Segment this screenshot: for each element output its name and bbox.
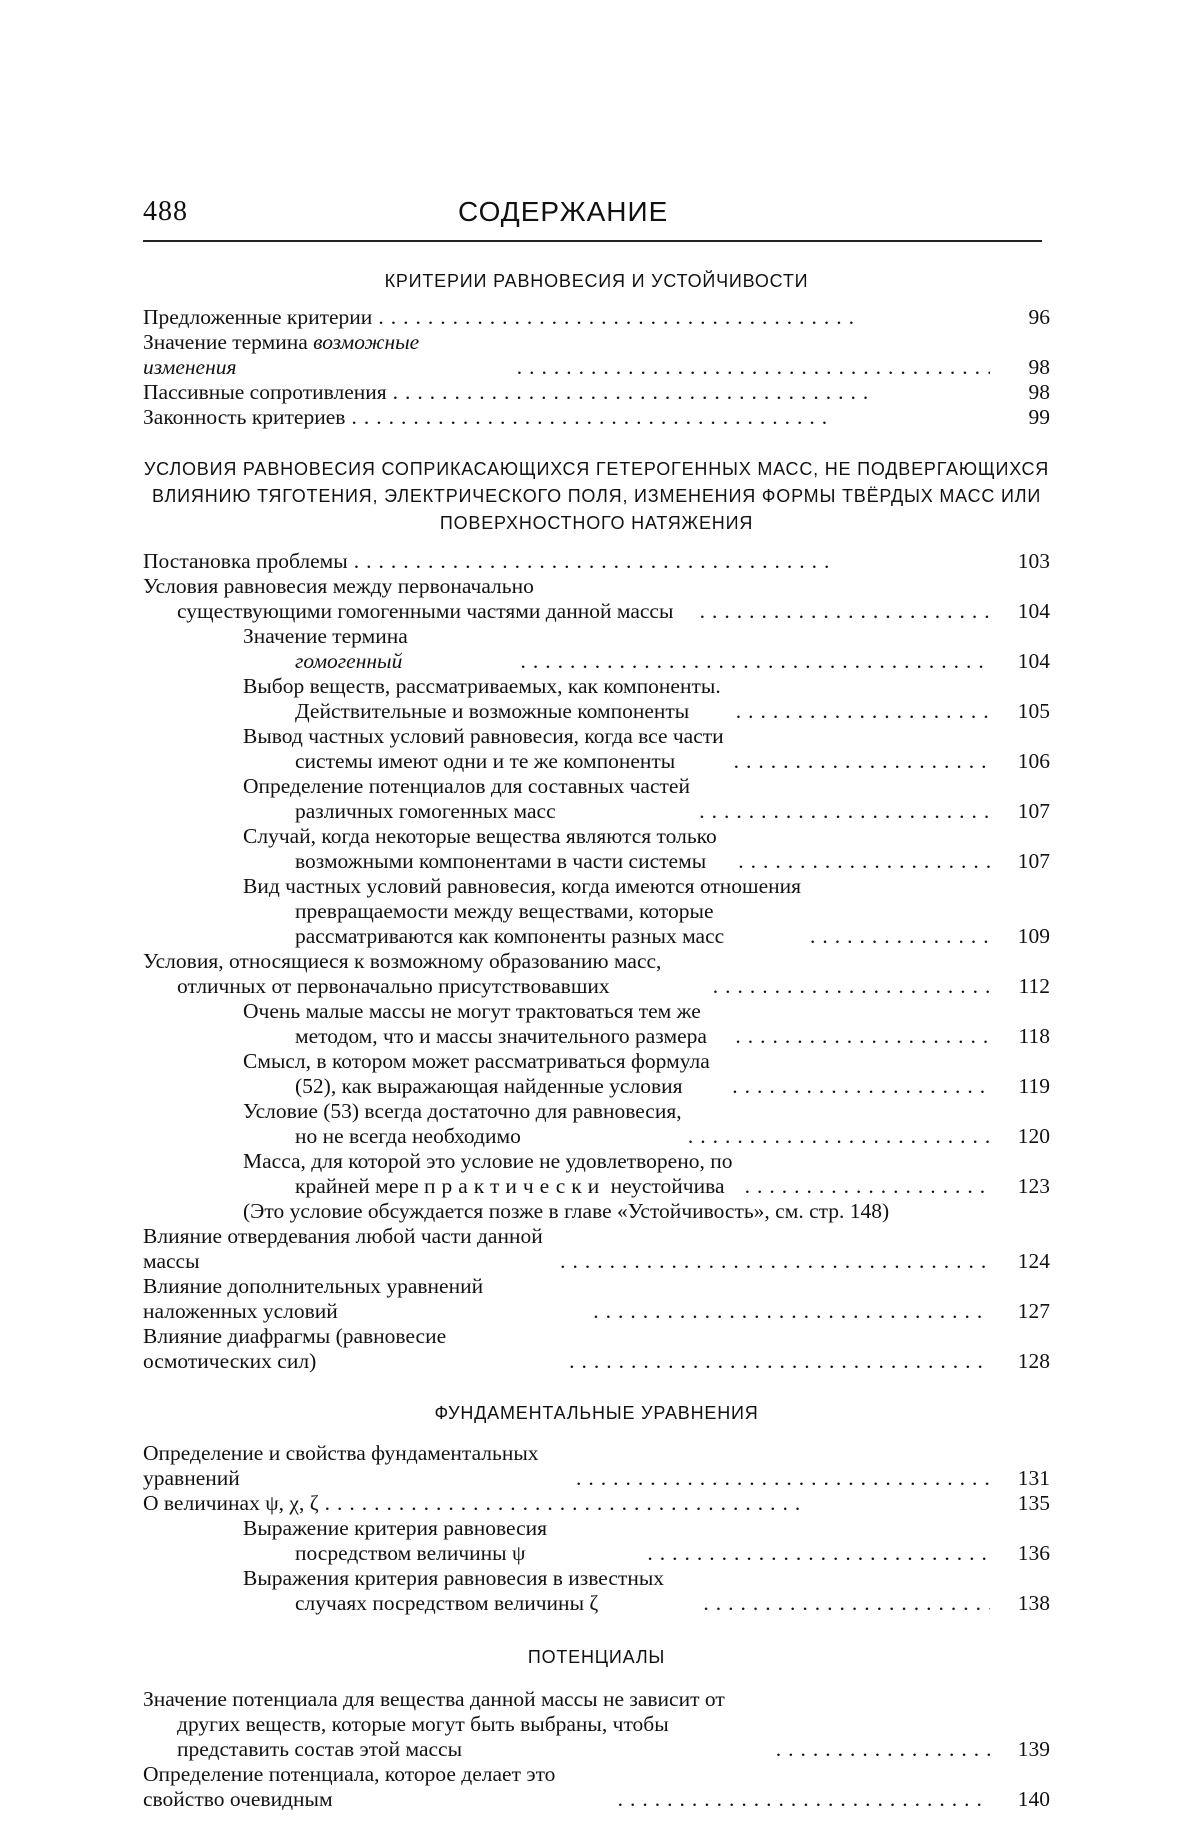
toc-subentry[interactable]: Случай, когда некоторые вещества являются только возможными компонентами в части системы .................... 107 xyxy=(143,824,1050,874)
section-heading: УСЛОВИЯ РАВНОВЕСИЯ СОПРИКАСАЮЩИХСЯ ГЕТЕРОГЕННЫХ МАСС, НЕ ПОДВЕРГАЮЩИХСЯ ВЛИЯНИЮ ТЯГОТЕНИЯ, ЭЛЕКТРИЧЕСКОГО ПОЛЯ, ИЗМЕНЕНИЯ ФОРМЫ ТВЁРДЫХ МАСС ИЛИ ПОВЕРХНОСТНОГО НАТЯЖЕНИЯ xyxy=(143,456,1050,537)
toc-subentry[interactable]: Условие (53) всегда достаточно для равновесия, но не всегда необходимо ........................ 120 xyxy=(143,1099,1050,1149)
toc-entry[interactable]: Условия, относящиеся к возможному образованию масс, отличных от первоначально присутствовавших ...................... 112 xyxy=(143,949,1050,999)
running-header xyxy=(143,196,1042,240)
header-title: СОДЕРЖАНИЕ xyxy=(458,196,668,228)
toc-subentry[interactable]: Очень малые массы не могут трактоваться тем же методом, что и массы значительного размера .................... 118 xyxy=(143,999,1050,1049)
toc-entry[interactable]: Определение потенциала, которое делает это свойство очевидным .............................. 140 xyxy=(143,1762,1050,1812)
toc-entry[interactable]: Пассивные сопротивления ....................................... 98 xyxy=(143,380,1050,405)
toc-subentry[interactable]: Смысл, в котором может рассматриваться формула (52), как выражающая найденные условия ..................... 119 xyxy=(143,1049,1050,1099)
page-number: 488 xyxy=(143,196,188,228)
toc-subentry[interactable]: Определение потенциалов для составных частей различных гомогенных масс ....................... 107 xyxy=(143,774,1050,824)
section-heading: КРИТЕРИИ РАВНОВЕСИЯ И УСТОЙЧИВОСТИ xyxy=(143,268,1050,295)
header-rule xyxy=(143,240,1042,242)
section-heading: ФУНДАМЕНТАЛЬНЫЕ УРАВНЕНИЯ xyxy=(143,1400,1050,1427)
toc xyxy=(143,268,1050,1812)
toc-entry[interactable]: Определение и свойства фундаментальных уравнений ................................. 131 xyxy=(143,1441,1050,1491)
toc-note: (Это условие обсуждается позже в главе «Устойчивость», см. стр. 148) xyxy=(143,1199,1050,1224)
italic-term: гомогенный xyxy=(295,649,402,673)
toc-entry[interactable]: Значение термина возможные изменения ....................................... 98 xyxy=(143,330,1050,380)
toc-entry[interactable]: Влияние отвердевания любой части данной массы .................................. 124 xyxy=(143,1224,1050,1274)
spaced-term: практически xyxy=(424,1174,605,1198)
toc-entry[interactable]: Предложенные критерии ....................................... 96 xyxy=(143,305,1050,330)
italic-term: возможные изменения xyxy=(143,330,419,379)
toc-entry[interactable]: Законность критериев ....................................... 99 xyxy=(143,405,1050,430)
toc-subentry[interactable]: Выражения критерия равновесия в известных случаях посредством величины ζ ....................... 138 xyxy=(143,1566,1050,1616)
toc-entry[interactable]: Значение потенциала для вещества данной массы не зависит от других веществ, которые могут быть выбраны, чтобы представить состав этой массы ................... 139 xyxy=(143,1687,1050,1762)
toc-entry[interactable]: О величинах ψ, χ, ζ ....................................... 135 xyxy=(143,1491,1050,1516)
toc-entry[interactable]: Влияние дополнительных уравнений наложенных условий ................................ 127 xyxy=(143,1274,1050,1324)
section-heading: ПОТЕНЦИАЛЫ xyxy=(143,1644,1050,1671)
toc-subentry[interactable]: Масса, для которой это условие не удовлетворено, по крайней мере практически неустойчива ................... 123 xyxy=(143,1149,1050,1199)
toc-entry[interactable]: Условия равновесия между первоначально существующими гомогенными частями данной массы ....................... 104 xyxy=(143,574,1050,624)
toc-subentry[interactable]: Вид частных условий равновесия, когда имеются отношения превращаемости между веществами, которые рассматриваются как компоненты разных масс .............. 109 xyxy=(143,874,1050,949)
toc-entry[interactable]: Влияние диафрагмы (равновесие осмотических сил) .................................. 128 xyxy=(143,1324,1050,1374)
toc-subentry[interactable]: Значение термина гомогенный ....................................... 104 xyxy=(143,624,1050,674)
toc-entry[interactable]: Постановка проблемы ....................................... 103 xyxy=(143,549,1050,574)
toc-subentry[interactable]: Выражение критерия равновесия посредством величины ψ ........................... 136 xyxy=(143,1516,1050,1566)
toc-subentry[interactable]: Выбор веществ, рассматриваемых, как компоненты. Действительные и возможные компоненты .................... 105 xyxy=(143,674,1050,724)
book-page xyxy=(0,0,1200,1835)
toc-subentry[interactable]: Вывод частных условий равновесия, когда все части системы имеют одни и те же компоненты .................... 106 xyxy=(143,724,1050,774)
